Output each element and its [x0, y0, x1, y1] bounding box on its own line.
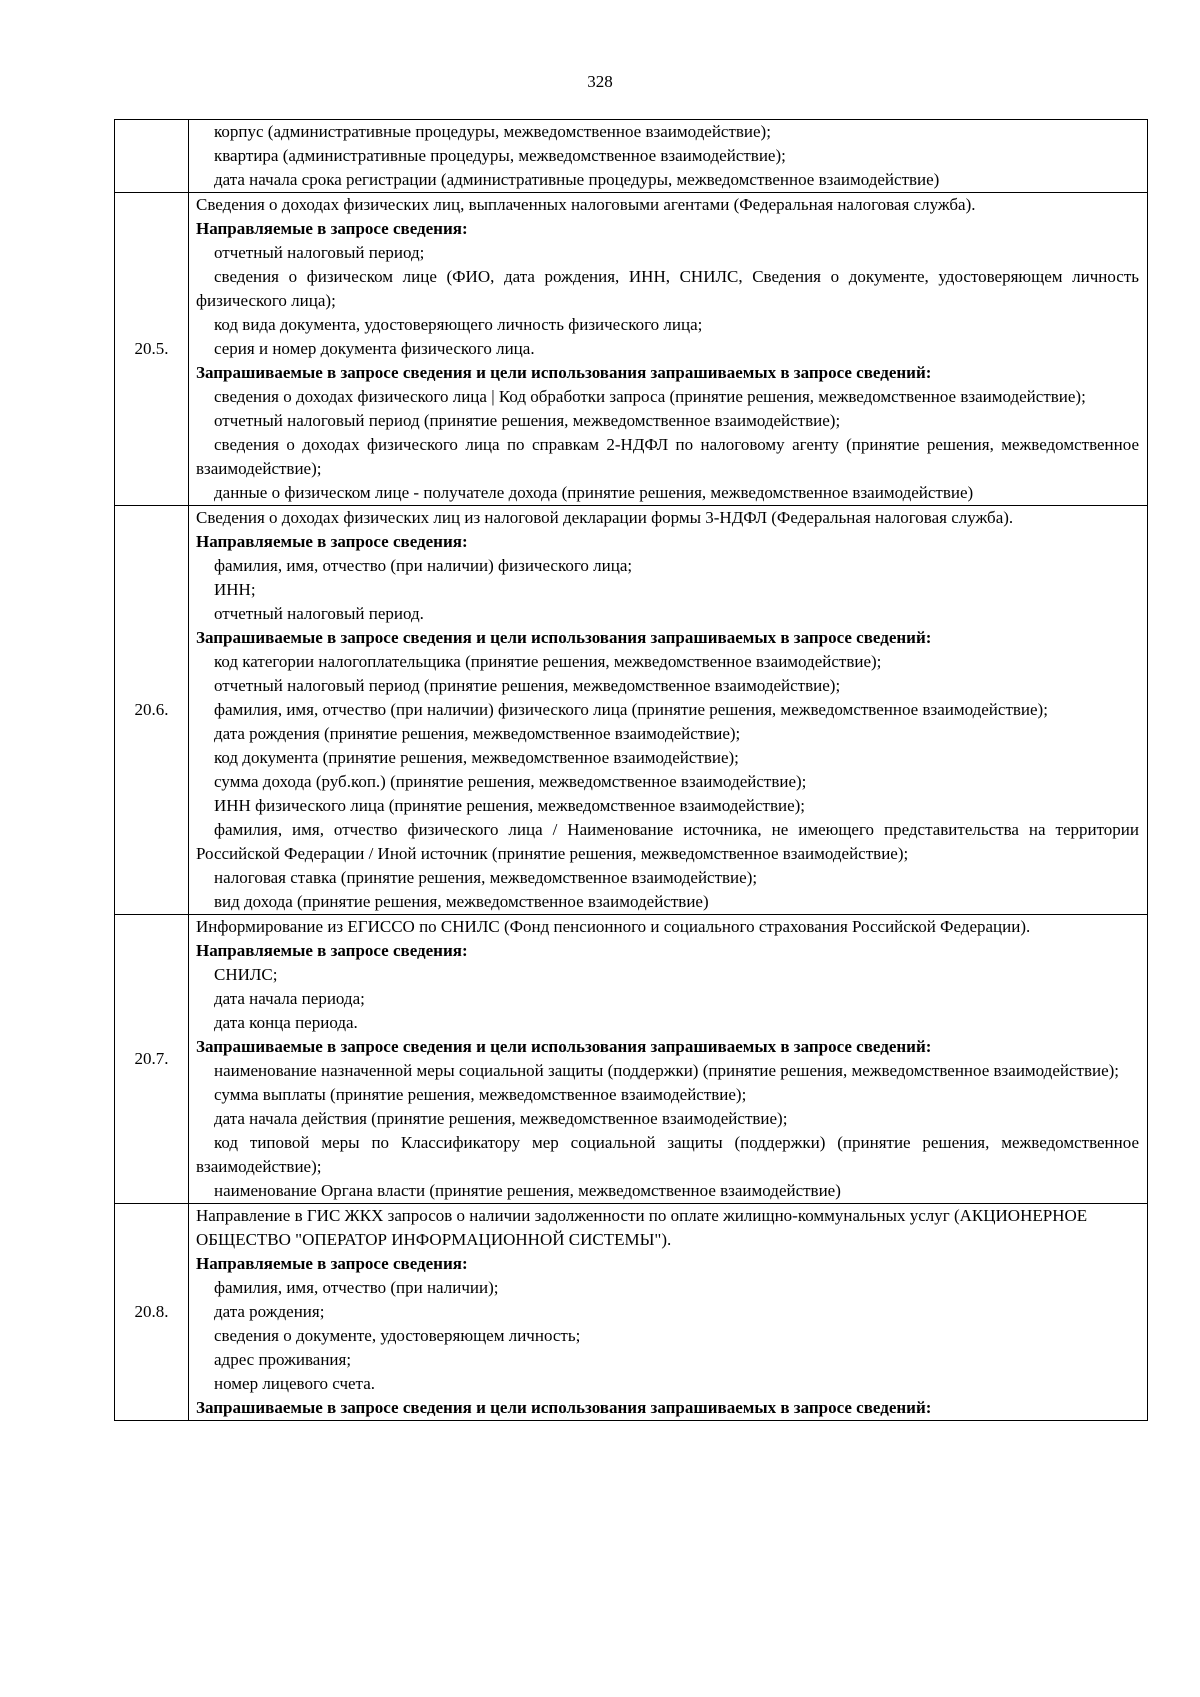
text-line: сведения о документе, удостоверяющем личность;: [214, 1326, 581, 1345]
text-line: отчетный налоговый период;: [214, 243, 425, 262]
text-line: код типовой меры по Классификатору мер социальной защиты (поддержки) (принятие решения, межведомственное взаимодействие);: [196, 1133, 1139, 1176]
section-heading: Запрашиваемые в запросе сведения и цели использования запрашиваемых в запросе сведений:: [196, 628, 932, 647]
row-content: [189, 120, 1148, 193]
row-content: [189, 193, 1148, 506]
text-line: Направление в ГИС ЖКХ запросов о наличии задолженности по оплате жилищно-коммунальных услуг (АКЦИОНЕРНОЕ ОБЩЕСТВО "ОПЕРАТОР ИНФОРМАЦИОННОЙ СИСТЕМЫ").: [196, 1206, 1088, 1249]
text-line: данные о физическом лице - получателе дохода (принятие решения, межведомственное взаимодействие): [214, 483, 974, 502]
text-line: наименование Органа власти (принятие решения, межведомственное взаимодействие): [214, 1181, 841, 1200]
text-line: вид дохода (принятие решения, межведомственное взаимодействие): [214, 892, 709, 911]
section-heading: Направляемые в запросе сведения:: [196, 941, 468, 960]
row-content: [189, 1204, 1148, 1421]
text-line: код вида документа, удостоверяющего личность физического лица;: [214, 315, 703, 334]
table-row: [115, 193, 1148, 506]
text-line: сумма дохода (руб.коп.) (принятие решения, межведомственное взаимодействие);: [214, 772, 807, 791]
text-line: фамилия, имя, отчество (при наличии);: [214, 1278, 499, 1297]
text-line: наименование назначенной меры социальной защиты (поддержки) (принятие решения, межведомственное взаимодействие);: [214, 1061, 1120, 1080]
text-line: отчетный налоговый период.: [214, 604, 424, 623]
section-heading: Запрашиваемые в запросе сведения и цели использования запрашиваемых в запросе сведений:: [196, 1398, 932, 1417]
text-line: сведения о доходах физического лица по справкам 2-НДФЛ по налоговому агенту (принятие решения, межведомственное взаимодействие);: [196, 435, 1139, 478]
text-line: фамилия, имя, отчество (при наличии) физического лица;: [214, 556, 633, 575]
text-line: Сведения о доходах физических лиц из налоговой декларации формы 3-НДФЛ (Федеральная налоговая служба).: [196, 508, 1014, 527]
text-line: сумма выплаты (принятие решения, межведомственное взаимодействие);: [214, 1085, 747, 1104]
text-line: квартира (административные процедуры, межведомственное взаимодействие);: [214, 146, 786, 165]
text-line: фамилия, имя, отчество физического лица / Наименование источника, не имеющего представительства на территории Российской Федерации / Иной источник (принятие решения, межведомственное взаимодействие);: [196, 820, 1139, 863]
row-content: [189, 915, 1148, 1204]
text-line: СНИЛС;: [214, 965, 278, 984]
table-row: [115, 506, 1148, 915]
text-line: дата рождения (принятие решения, межведомственное взаимодействие);: [214, 724, 741, 743]
row-number: 20.5.: [115, 193, 189, 506]
table-row: [115, 1204, 1148, 1421]
text-line: серия и номер документа физического лица.: [214, 339, 535, 358]
text-line: дата начала действия (принятие решения, межведомственное взаимодействие);: [214, 1109, 788, 1128]
text-line: код категории налогоплательщика (принятие решения, межведомственное взаимодействие);: [214, 652, 882, 671]
text-line: отчетный налоговый период (принятие решения, межведомственное взаимодействие);: [214, 676, 841, 695]
page-number: 328: [587, 72, 613, 91]
table-row: [115, 915, 1148, 1204]
text-line: дата рождения;: [214, 1302, 325, 1321]
text-line: сведения о физическом лице (ФИО, дата рождения, ИНН, СНИЛС, Сведения о документе, удостоверяющем личность физического лица);: [196, 267, 1139, 310]
section-heading: Запрашиваемые в запросе сведения и цели использования запрашиваемых в запросе сведений:: [196, 363, 932, 382]
section-heading: Направляемые в запросе сведения:: [196, 1254, 468, 1273]
text-line: сведения о доходах физического лица | Код обработки запроса (принятие решения, межведомственное взаимодействие);: [214, 387, 1086, 406]
row-content: [189, 506, 1148, 915]
text-line: ИНН;: [214, 580, 256, 599]
row-number: [115, 120, 189, 193]
section-heading: Запрашиваемые в запросе сведения и цели использования запрашиваемых в запросе сведений:: [196, 1037, 932, 1056]
text-line: номер лицевого счета.: [214, 1374, 375, 1393]
text-line: Информирование из ЕГИССО по СНИЛС (Фонд пенсионного и социального страхования Российской Федерации).: [196, 917, 1031, 936]
row-number: 20.6.: [115, 506, 189, 915]
text-line: дата конца периода.: [214, 1013, 358, 1032]
table-row: [115, 120, 1148, 193]
text-line: корпус (административные процедуры, межведомственное взаимодействие);: [214, 122, 771, 141]
section-heading: Направляемые в запросе сведения:: [196, 219, 468, 238]
text-line: Сведения о доходах физических лиц, выплаченных налоговыми агентами (Федеральная налоговая служба).: [196, 195, 976, 214]
row-number: 20.7.: [115, 915, 189, 1204]
text-line: ИНН физического лица (принятие решения, межведомственное взаимодействие);: [214, 796, 806, 815]
text-line: дата начала срока регистрации (административные процедуры, межведомственное взаимодействие): [214, 170, 940, 189]
text-line: адрес проживания;: [214, 1350, 352, 1369]
row-number: 20.8.: [115, 1204, 189, 1421]
text-line: код документа (принятие решения, межведомственное взаимодействие);: [214, 748, 739, 767]
text-line: дата начала периода;: [214, 989, 365, 1008]
text-line: налоговая ставка (принятие решения, межведомственное взаимодействие);: [214, 868, 758, 887]
text-line: фамилия, имя, отчество (при наличии) физического лица (принятие решения, межведомственное взаимодействие);: [214, 700, 1048, 719]
section-heading: Направляемые в запросе сведения:: [196, 532, 468, 551]
document-table: [114, 119, 1148, 1421]
text-line: отчетный налоговый период (принятие решения, межведомственное взаимодействие);: [214, 411, 841, 430]
